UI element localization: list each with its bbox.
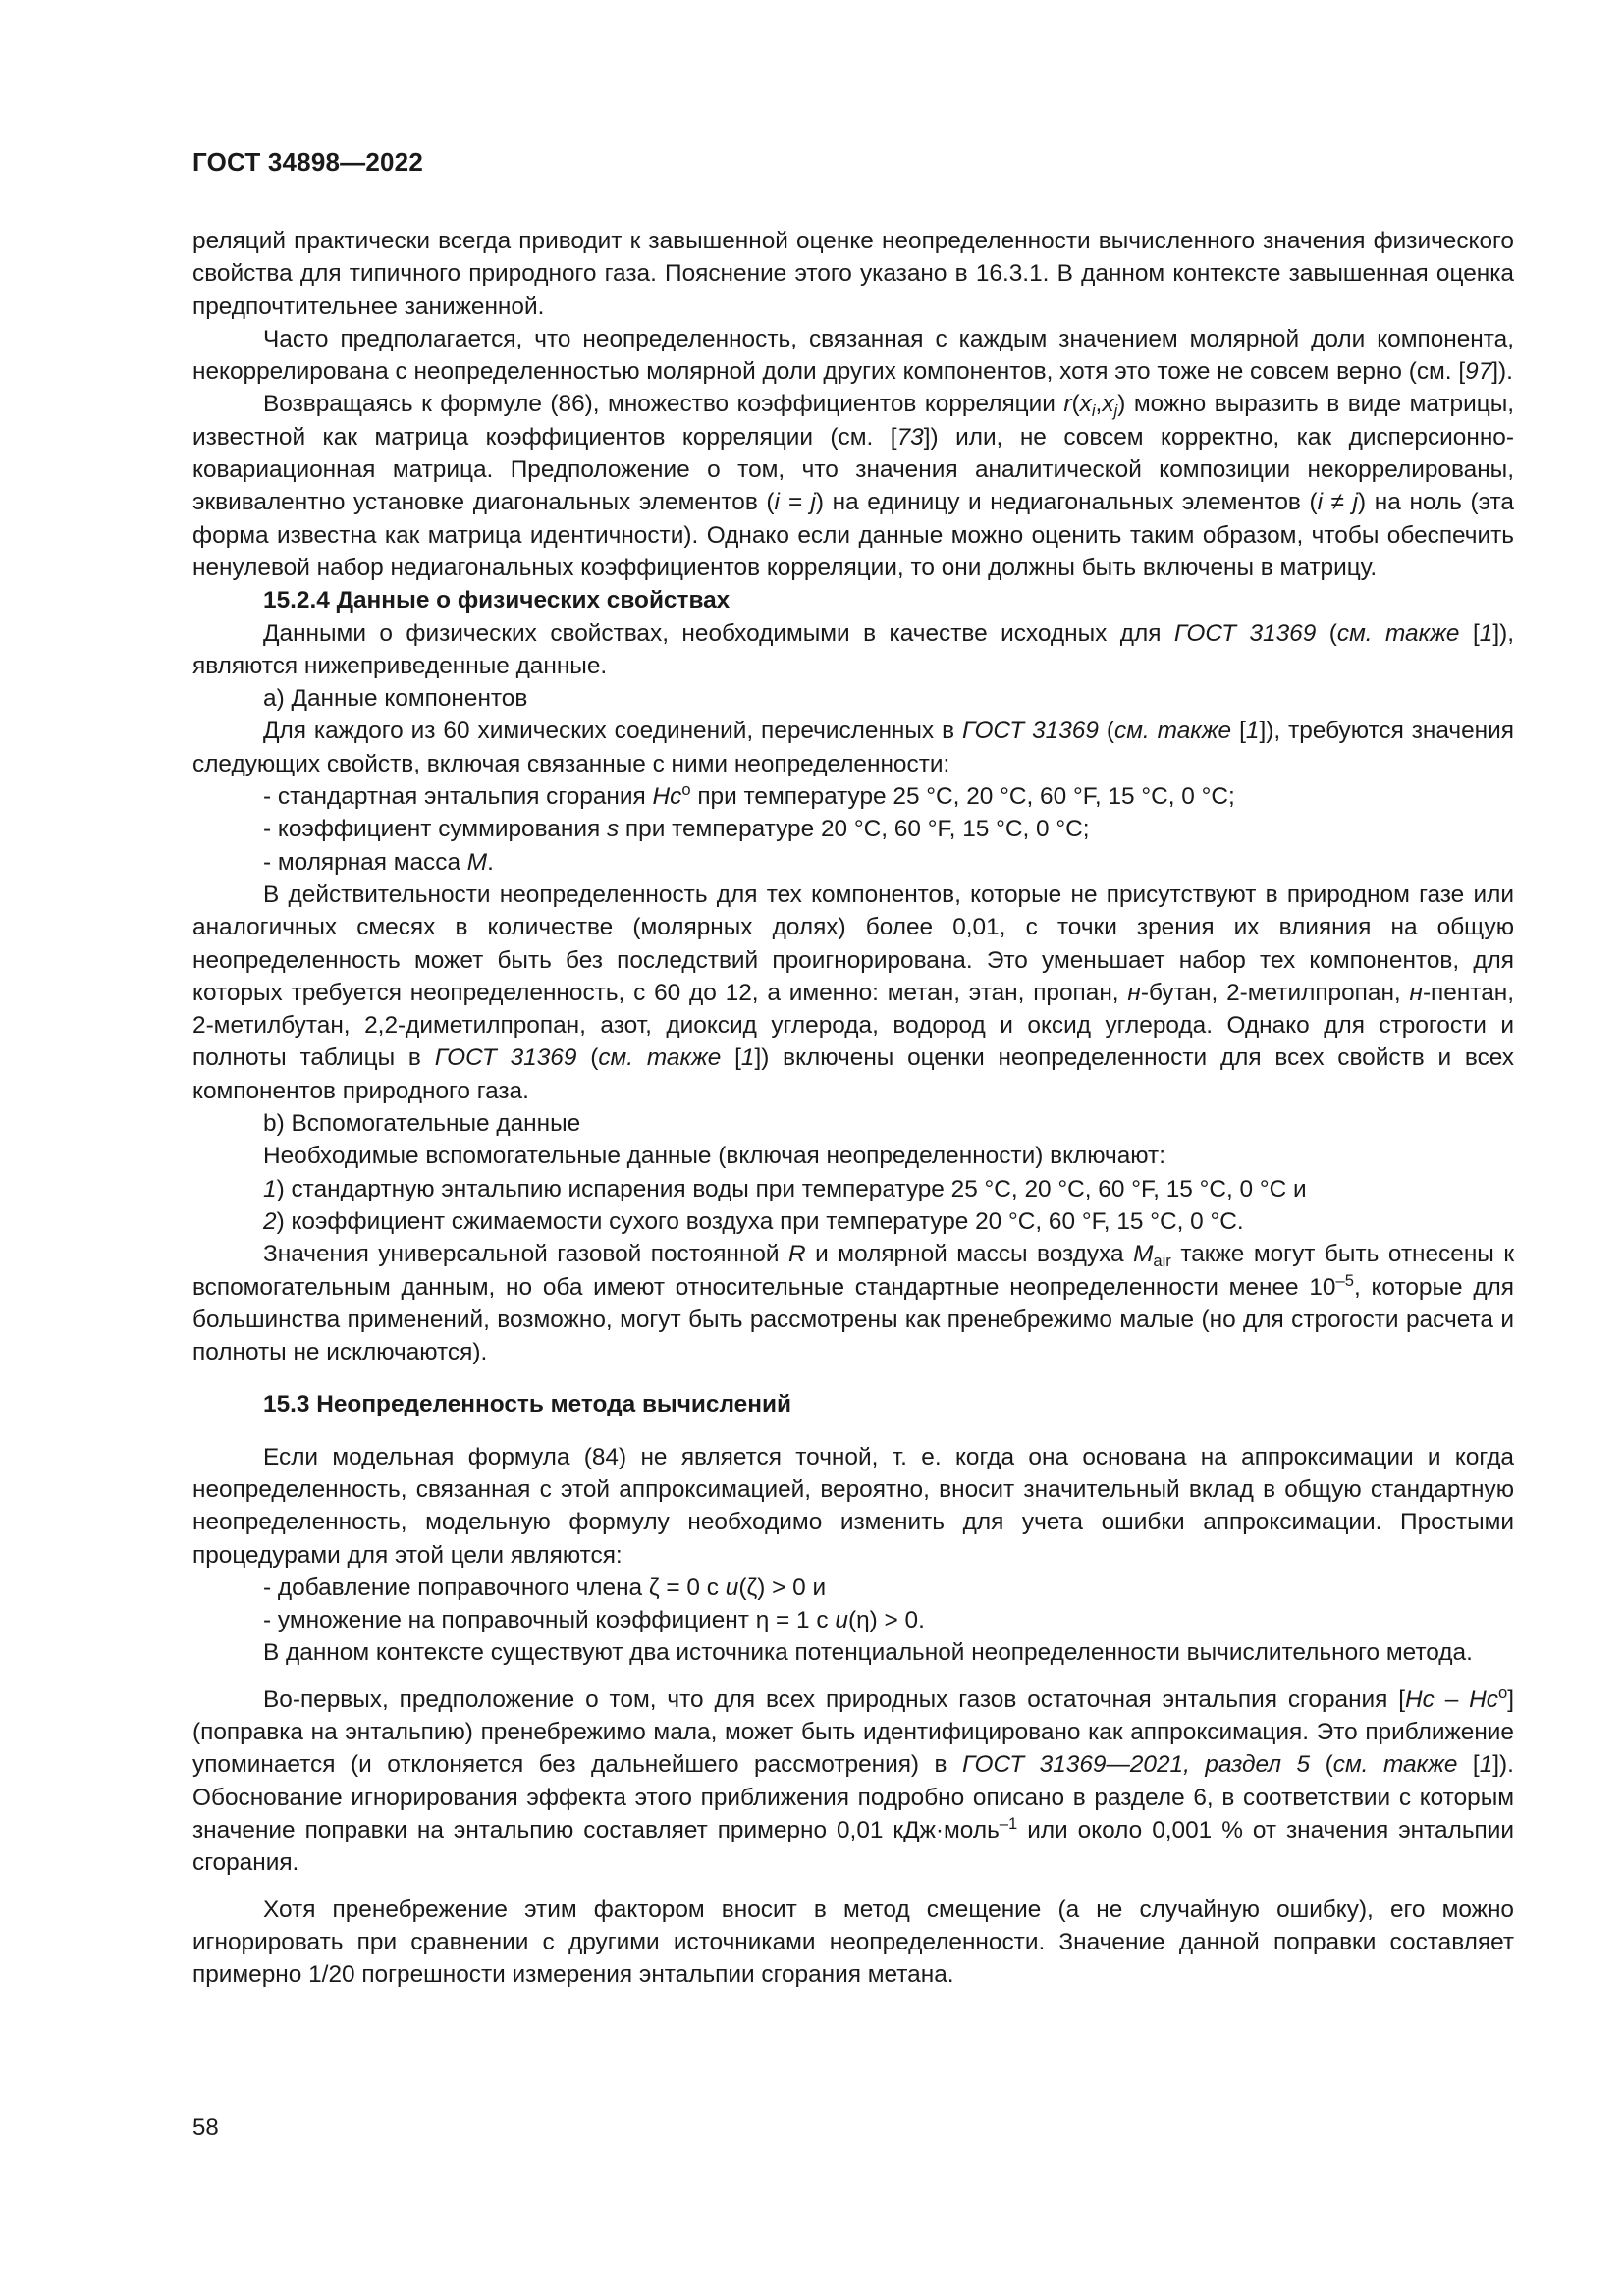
section-heading: 15.3 Неопределенность метода вычислений — [263, 1391, 791, 1418]
paragraph: Часто предполагается, что неопределенность, связанная с каждым значением молярной доли компонента, некоррелирована с неопределенностью молярной доли других компонентов, хотя это тоже не совсем верно (см. [97]). — [192, 325, 1514, 386]
paragraph: Возвращаясь к формуле (86), множество коэффициентов корреляции $r(x_i,x_j)$ можно выразить в виде матрицы, известной как матрица коэффициентов корреляции (см. [73]) или, не совсем корректно, как дисперсионно-ковариационная матрица. Предположение о том, что значения аналитической композиции некоррелированы, эквивалентно установке диагональных элементов (i = j) на единицу и недиагональных элементов (i ≠ j) на ноль (эта форма известна как матрица идентичности). Однако если данные можно оценить таким образом, чтобы обеспечить ненулевой набор недиагональных коэффициентов корреляции, то они должны быть включены в матрицу. — [192, 391, 1515, 581]
list-item: 2) коэффициент сжимаемости сухого воздуха при температуре 20 °C, 60 °F, 15 °C, 0 °C. — [263, 1207, 1244, 1235]
paragraph: В данном контексте существуют два источника потенциальной неопределенности вычислительного метода. — [263, 1639, 1473, 1667]
paragraph: Значения универсальной газовой постоянной R и молярной массы воздуха $M_{air}$ также могут быть отнесены к вспомогательным данным, но оба имеют относительные стандартные неопределенности менее $10^{-5}$, которые для большинства применений, возможно, могут быть рассмотрены как пренебрежимо малые (но для строгости расчета и полноты не исключаются). — [192, 1241, 1514, 1366]
list-item: - молярная масса M. — [263, 848, 494, 876]
reference: 1 — [1245, 718, 1260, 745]
paragraph: Хотя пренебрежение этим фактором вносит в метод смещение (а не случайную ошибку), его можно игнорировать при сравнении с другими источниками неопределенности. Значение данной поправки составляет примерно 1/20 погрешности измерения энтальпии сгорания метана. — [192, 1896, 1514, 1989]
list-item: - коэффициент суммирования s при температуре 20 °C, 60 °F, 15 °C, 0 °C; — [263, 816, 1090, 843]
list-item: 1) стандартную энтальпию испарения воды при температуре 25 °C, 20 °C, 60 °F, 15 °C, 0 °C и — [263, 1175, 1307, 1202]
paragraph: реляций практически всегда приводит к завышенной оценке неопределенности вычисленного значения физического свойства для типичного природного газа. Пояснение этого указано в 16.3.1. В данном контексте завышенная оценка предпочтительнее заниженной. — [192, 228, 1514, 320]
list-item: - добавление поправочного члена ζ = 0 с u(ζ) > 0 и — [263, 1574, 827, 1601]
body-text — [192, 225, 1514, 1991]
list-item: a) Данные компонентов — [263, 685, 528, 713]
reference: 97 — [1465, 358, 1492, 386]
paragraph: Необходимые вспомогательные данные (включая неопределенности) включают: — [263, 1143, 1165, 1170]
reference: 1 — [1479, 619, 1493, 647]
paragraph: Данными о физических свойствах, необходимыми в качестве исходных для ГОСТ 31369 (см. также [1]), являются нижеприведенные данные. — [192, 619, 1514, 679]
document-header: ГОСТ 34898—2022 — [192, 147, 423, 177]
reference: 73 — [896, 423, 924, 451]
paragraph: В действительности неопределенность для тех компонентов, которые не присутствуют в природном газе или аналогичных смесях в количестве (молярных долях) более 0,01, с точки зрения их влияния на общую неопределенность может быть без последствий проигнорирована. Это уменьшает набор тех компонентов, для которых требуется неопределенность, с 60 до 12, а именно: метан, этан, пропан, н-бутан, 2-метилпропан, н-пентан, 2-метилбутан, 2,2-диметилпропан, азот, диоксид углерода, водород и оксид углерода. Однако для строгости и полноты таблицы в ГОСТ 31369 (см. также [1]) включены оценки неопределенности для всех свойств и всех компонентов природного газа. — [192, 881, 1515, 1104]
paragraph: Для каждого из 60 химических соединений, перечисленных в ГОСТ 31369 (см. также [1]), требуются значения следующих свойств, включая связанные с ними неопределенности: — [192, 718, 1514, 777]
list-item: - умножение на поправочный коэффициент η = 1 с u(η) > 0. — [263, 1607, 925, 1634]
reference: 1 — [1479, 1751, 1493, 1779]
page-number: 58 — [192, 2114, 219, 2141]
reference: 1 — [740, 1044, 755, 1072]
list-item: b) Вспомогательные данные — [263, 1110, 581, 1138]
list-item: - стандартная энтальпия сгорания Hc$^o$ при температуре 25 °C, 20 °C, 60 °F, 15 °C, 0 °C; — [263, 779, 1235, 811]
paragraph: Если модельная формула (84) не является точной, т. е. когда она основана на аппроксимации и когда неопределенность, связанная с этой аппроксимацией, вероятно, вносит значительный вклад в общую стандартную неопределенность, модельную формулу необходимо изменить для учета ошибки аппроксимации. Простыми процедурами для этой цели являются: — [192, 1443, 1514, 1569]
paragraph: Во-первых, предположение о том, что для всех природных газов остаточная энтальпия сгорания [Hc – Hc$^o$] (поправка на энтальпию) пренебрежимо мала, может быть идентифицировано как аппроксимация. Это приближение упоминается (и отклоняется без дальнейшего рассмотрения) в ГОСТ 31369—2021, раздел 5 (см. также [1]). Обоснование игнорирования эффекта этого приближения подробно описано в разделе 6, в соответствии с которым значение поправки на энтальпию составляет примерно 0,01 кДж·моль$^{-1}$ или около 0,001 % от значения энтальпии сгорания. — [192, 1682, 1514, 1877]
section-heading: 15.2.4 Данные о физических свойствах — [263, 587, 731, 614]
